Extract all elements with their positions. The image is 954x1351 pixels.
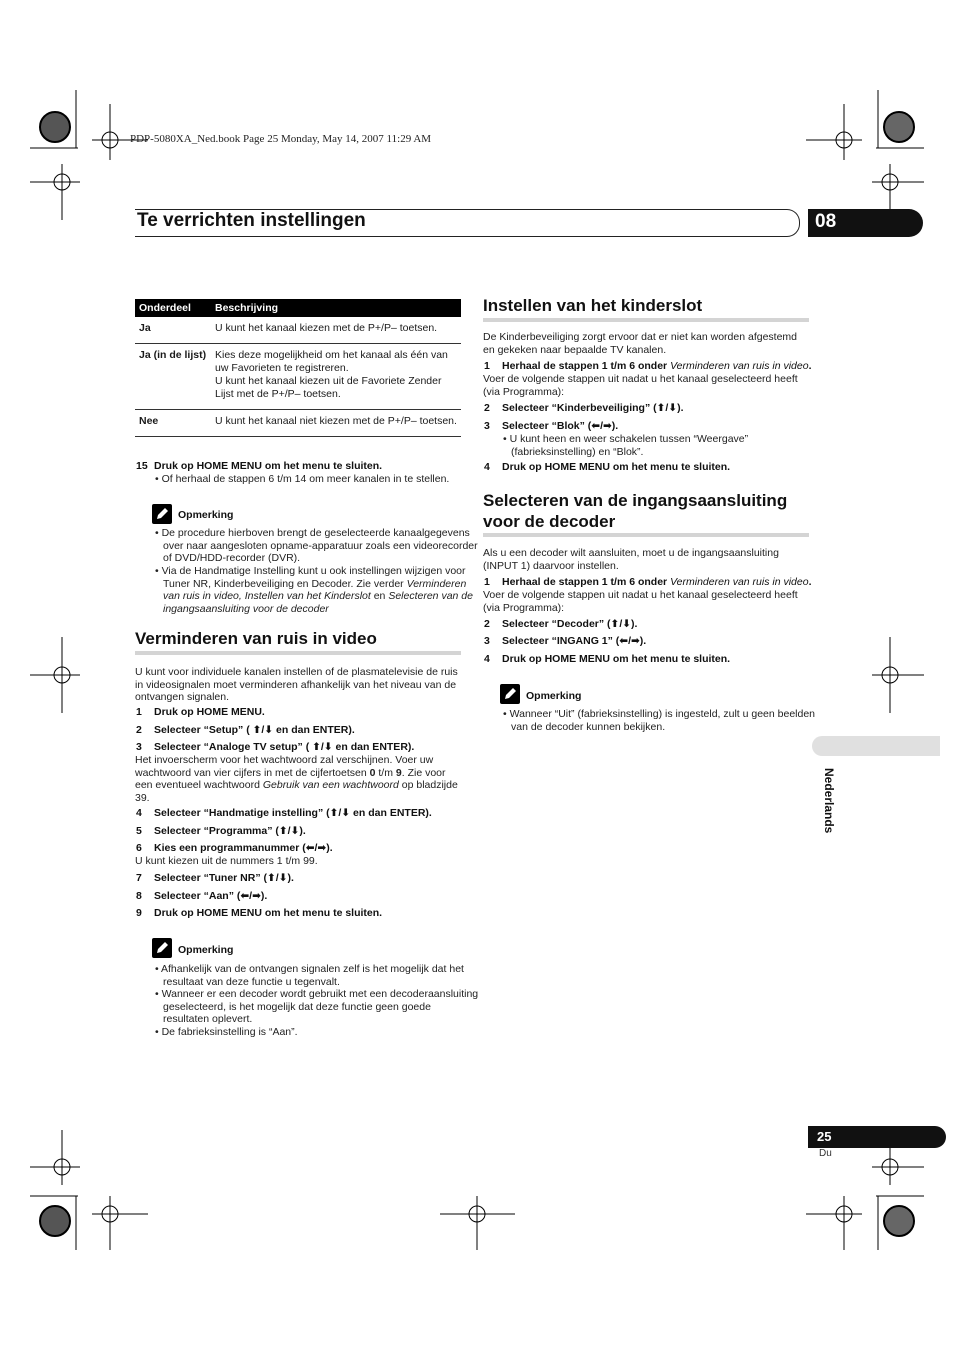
step-15-bullet: • Of herhaal de stappen 6 t/m 14 om meer kanalen in te stellen. bbox=[155, 473, 450, 485]
step-1: 1 Druk op HOME MENU. bbox=[136, 706, 265, 718]
step-1-text: Voer de volgende stappen uit nadat u het kanaal geselecteerd heeft (via Programma): bbox=[483, 373, 798, 398]
pencil-icon bbox=[152, 504, 172, 524]
table-cell-line: Kies deze mogelijkheid om het kanaal als één van uw Favorieten te registreren. bbox=[215, 349, 448, 374]
note-title: Opmerking bbox=[178, 509, 234, 521]
step-3-text: Het invoerscherm voor het wachtwoord zal verschijnen. Voer uw wachtwoord van vier cijfers in met de cijfertoetsen 0 t/m 9. Zie voor een eventueel wachtwoord Gebruik van een wachtwoord op bladzijde 39. bbox=[135, 754, 458, 804]
step-7: 7 Selecteer “Tuner NR” (⬆/⬇). bbox=[136, 872, 294, 884]
step-5: 5 Selecteer “Programma” (⬆/⬇). bbox=[136, 825, 306, 837]
table-cell-key: Nee bbox=[135, 410, 211, 437]
section-title: Verminderen van ruis in video bbox=[135, 629, 377, 648]
step-3: 3 Selecteer “Analoge TV setup” ( ⬆/⬇ en dan ENTER). bbox=[136, 741, 415, 753]
note-bullet: • De fabrieksinstelling is “Aan”. bbox=[155, 1026, 298, 1038]
table-cell-desc: U kunt het kanaal kiezen met de P+/P– toetsen. bbox=[211, 317, 461, 344]
table-header-row bbox=[135, 299, 461, 317]
table-cell-desc bbox=[211, 344, 461, 410]
step-1: 1 Herhaal de stappen 1 t/m 6 onder Verminderen van ruis in video. bbox=[484, 576, 812, 588]
step-3-bullet: • U kunt heen en weer schakelen tussen “Weergave” (fabrieksinstelling) en “Blok”. bbox=[503, 433, 749, 458]
table-header: Beschrijving bbox=[211, 299, 461, 317]
options-table bbox=[135, 299, 461, 437]
section-intro: De Kinderbeveiliging zorgt ervoor dat er niet kan worden afgestemd en gekeken naar bepaalde TV kanalen. bbox=[483, 331, 798, 356]
note-bullet: • Wanneer er een decoder wordt gebruikt met een decoderaansluiting geselecteerd, is het mogelijk dat deze functie geen goede resultaten oplevert. bbox=[155, 988, 479, 1025]
step-1-text: Voer de volgende stappen uit nadat u het kanaal geselecteerd heeft (via Programma): bbox=[483, 589, 798, 614]
step-4: 4 Druk op HOME MENU om het menu te sluiten. bbox=[484, 461, 731, 473]
chapter-number: 08 bbox=[815, 211, 837, 232]
step-8: 8 Selecteer “Aan” (⬅/➡). bbox=[136, 890, 268, 902]
section-rule bbox=[135, 651, 461, 655]
step-9: 9 Druk op HOME MENU om het menu te sluiten. bbox=[136, 907, 383, 919]
page-title: Te verrichten instellingen bbox=[137, 210, 366, 231]
step-2: 2 Selecteer “Decoder” (⬆/⬇). bbox=[484, 618, 638, 630]
language-code: Du bbox=[819, 1148, 832, 1159]
note-bullet: • Afhankelijk van de ontvangen signalen zelf is het mogelijk dat het resultaat van deze functie u tegenvalt. bbox=[155, 963, 464, 988]
section-rule bbox=[483, 533, 809, 537]
section-title: Instellen van het kinderslot bbox=[483, 296, 703, 315]
language-label: Nederlands bbox=[822, 768, 836, 834]
section-intro: Als u een decoder wilt aansluiten, moet u de ingangsaansluiting (INPUT 1) daarvoor instellen. bbox=[483, 547, 779, 572]
pencil-icon bbox=[152, 938, 172, 958]
table-cell-key: Ja bbox=[135, 317, 211, 344]
note-bullet: • Via de Handmatige Instelling kunt u ook instellingen wijzigen voor Tuner NR, Kinderbeveiliging en Decoder. Zie verder Verminderen van ruis in video, Instellen van het Kinderslot en Selecteren van de ingangsaansluiting voor de decoder bbox=[155, 565, 473, 615]
section-intro: U kunt voor individuele kanalen instellen of de plasmatelevisie de ruis in videosignalen moet verminderen afhankelijk van het niveau van de ontvangen signalen. bbox=[135, 666, 458, 703]
book-info-line: PDP-5080XA_Ned.book Page 25 Monday, May 14, 2007 11:29 AM bbox=[130, 133, 432, 145]
step-6-text: U kunt kiezen uit de nummers 1 t/m 99. bbox=[135, 855, 318, 867]
step-6: 6 Kies een programmanummer (⬅/➡). bbox=[136, 842, 333, 854]
note-title: Opmerking bbox=[526, 690, 582, 702]
page-number: 25 bbox=[817, 1129, 832, 1144]
table-cell-key: Ja (in de lijst) bbox=[135, 344, 211, 410]
note-title: Opmerking bbox=[178, 944, 234, 956]
language-tab bbox=[812, 736, 940, 756]
note-bullet: • De procedure hierboven brengt de geselecteerde kanaalgegevens over naar aangesloten opname-apparatuur zoals een videorecorder of DVD/HDD-recorder (DVR). bbox=[155, 527, 478, 564]
step-4: 4 Druk op HOME MENU om het menu te sluiten. bbox=[484, 653, 731, 665]
step-3: 3 Selecteer “INGANG 1” (⬅/➡). bbox=[484, 635, 647, 647]
step-1: 1 Herhaal de stappen 1 t/m 6 onder Verminderen van ruis in video. bbox=[484, 360, 812, 372]
table-row bbox=[135, 410, 461, 437]
table-row bbox=[135, 344, 461, 410]
table-header: Onderdeel bbox=[135, 299, 211, 317]
step-2: 2 Selecteer “Kinderbeveiliging” (⬆/⬇). bbox=[484, 402, 684, 414]
step-15: 15 Druk op HOME MENU om het menu te sluiten. bbox=[136, 460, 383, 472]
page-number-badge bbox=[808, 1126, 946, 1148]
table-row bbox=[135, 317, 461, 344]
note-pencil-icon bbox=[500, 684, 520, 704]
step-3: 3 Selecteer “Blok” (⬅/➡). bbox=[484, 420, 619, 432]
table-cell-line: U kunt het kanaal kiezen uit de Favoriete Zender Lijst met de P+/P– toetsen. bbox=[215, 375, 442, 400]
step-4: 4 Selecteer “Handmatige instelling” (⬆/⬇ en dan ENTER). bbox=[136, 807, 432, 819]
chapter-badge bbox=[808, 209, 923, 237]
section-rule bbox=[483, 318, 809, 322]
note-pencil-icon bbox=[152, 938, 172, 958]
table-cell-desc: U kunt het kanaal niet kiezen met de P+/P– toetsen. bbox=[211, 410, 461, 437]
note-bullet: • Wanneer “Uit” (fabrieksinstelling) is ingesteld, zult u geen beelden van de decoder kunnen bekijken. bbox=[503, 708, 816, 733]
note-pencil-icon bbox=[152, 504, 172, 524]
pencil-icon bbox=[500, 684, 520, 704]
step-2: 2 Selecteer “Setup” ( ⬆/⬇ en dan ENTER). bbox=[136, 724, 355, 736]
section-title: Selecteren van de ingangsaansluiting voor de decoder bbox=[483, 491, 788, 531]
